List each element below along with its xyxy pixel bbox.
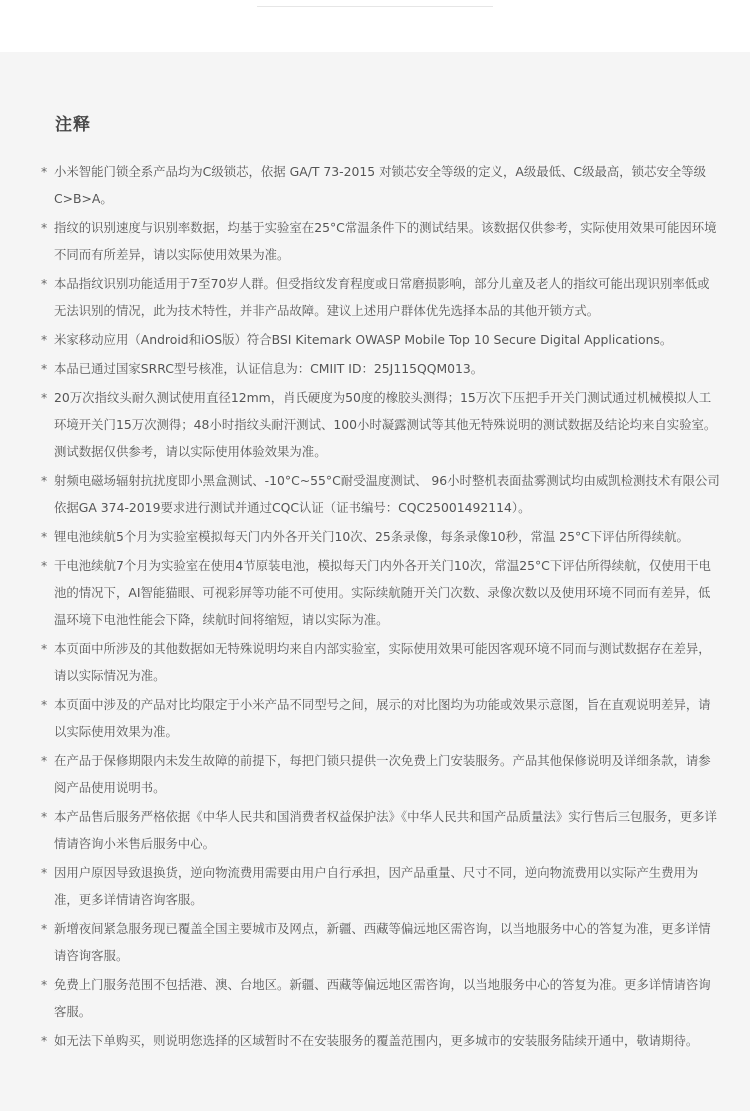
note-item <box>40 747 720 801</box>
note-text: 免费上门服务范围不包括港、澳、台地区。新疆、西藏等偏远地区需咨询，以当地服务中心的答复为准。更多详情请咨询客服。 <box>54 977 711 1019</box>
asterisk-icon: * <box>41 473 48 488</box>
note-item <box>40 915 720 969</box>
asterisk-icon: * <box>41 220 48 235</box>
note-text: 本产品售后服务严格依据《中华人民共和国消费者权益保护法》《中华人民共和国产品质量法》实行售后三包服务，更多详情请咨询小米售后服务中心。 <box>54 809 717 851</box>
note-item <box>40 384 720 465</box>
note-text: 因用户原因导致退换货，逆向物流费用需要由用户自行承担，因产品重量、尺寸不同，逆向物流费用以实际产生费用为准，更多详情请咨询客服。 <box>54 865 699 907</box>
note-text: 干电池续航7个月为实验室在使用4节原装电池，模拟每天门内外各开关门10次，常温25°C下评估所得续航，仅使用干电池的情况下，AI智能猫眼、可视彩屏等功能不可使用。实际续航随开关门次数、录像次数以及使用环境不同而有差异，低温环境下电池性能会下降，续航时间将缩短，请以实际为准。 <box>54 558 711 627</box>
note-text: 指纹的识别速度与识别率数据，均基于实验室在25°C常温条件下的测试结果。该数据仅供参考，实际使用效果可能因环境不同而有所差异，请以实际使用效果为准。 <box>54 220 717 262</box>
note-text: 如无法下单购买，则说明您选择的区域暂时不在安装服务的覆盖范围内，更多城市的安装服务陆续开通中，敬请期待。 <box>54 1033 699 1048</box>
asterisk-icon: * <box>41 390 48 405</box>
asterisk-icon: * <box>41 558 48 573</box>
note-item <box>40 635 720 689</box>
note-text: 本页面中涉及的产品对比均限定于小米产品不同型号之间，展示的对比图均为功能或效果示意图，旨在直观说明差异，请以实际使用效果为准。 <box>54 697 711 739</box>
asterisk-icon: * <box>41 697 48 712</box>
note-text: 20万次指纹头耐久测试使用直径12mm，肖氏硬度为50度的橡胶头测得；15万次下压把手开关门测试通过机械模拟人工环境开关门15万次测得；48小时指纹头耐汗测试、100小时凝露测试等其他无特殊说明的测试数据及结论均来自实验室。测试数据仅供参考，请以实际使用体验效果为准。 <box>54 390 717 459</box>
note-item <box>40 270 720 324</box>
note-item <box>40 971 720 1025</box>
notes-list <box>40 158 720 1056</box>
note-text: 在产品于保修期限内未发生故障的前提下，每把门锁只提供一次免费上门安装服务。产品其他保修说明及详细条款，请参阅产品使用说明书。 <box>54 753 711 795</box>
note-item <box>40 355 720 382</box>
note-text: 小米智能门锁全系产品均为C级锁芯，依据 GA/T 73-2015 对锁芯安全等级的定义，A级最低、C级最高，锁芯安全等级 C>B>A。 <box>54 164 706 206</box>
asterisk-icon: * <box>41 641 48 656</box>
asterisk-icon: * <box>41 921 48 936</box>
note-item <box>40 859 720 913</box>
divider <box>257 6 493 7</box>
asterisk-icon: * <box>41 529 48 544</box>
asterisk-icon: * <box>41 977 48 992</box>
asterisk-icon: * <box>41 361 48 376</box>
asterisk-icon: * <box>41 865 48 880</box>
asterisk-icon: * <box>41 332 48 347</box>
asterisk-icon: * <box>41 1033 48 1048</box>
note-text: 本品指纹识别功能适用于7至70岁人群。但受指纹发育程度或日常磨损影响，部分儿童及老人的指纹可能出现识别率低或无法识别的情况，此为技术特性，并非产品故障。建议上述用户群体优先选择本品的其他开锁方式。 <box>54 276 710 318</box>
note-text: 新增夜间紧急服务现已覆盖全国主要城市及网点，新疆、西藏等偏远地区需咨询，以当地服务中心的答复为准，更多详情请咨询客服。 <box>54 921 711 963</box>
asterisk-icon: * <box>41 753 48 768</box>
section-title: 注释 <box>55 115 91 135</box>
asterisk-icon: * <box>41 164 48 179</box>
asterisk-icon: * <box>41 809 48 824</box>
note-item <box>40 214 720 268</box>
note-item <box>40 326 720 353</box>
note-text: 米家移动应用（Android和iOS版）符合BSI Kitemark OWASP Mobile Top 10 Secure Digital Applications。 <box>54 332 673 347</box>
note-text: 本品已通过国家SRRC型号核准，认证信息为：CMIIT ID：25J115QQM013。 <box>54 361 484 376</box>
note-item <box>40 1027 720 1054</box>
note-item <box>40 158 720 212</box>
note-item <box>40 803 720 857</box>
asterisk-icon: * <box>41 276 48 291</box>
note-text: 射频电磁场辐射抗扰度即小黑盒测试、-10°C~55°C耐受温度测试、 96小时整机表面盐雾测试均由威凯检测技术有限公司依据GA 374-2019要求进行测试并通过CQC认证（证书编号：CQC25001492114）。 <box>54 473 720 515</box>
note-text: 本页面中所涉及的其他数据如无特殊说明均来自内部实验室，实际使用效果可能因客观环境不同而与测试数据存在差异，请以实际情况为准。 <box>54 641 711 683</box>
note-item <box>40 552 720 633</box>
note-item <box>40 523 720 550</box>
note-item <box>40 467 720 521</box>
note-text: 锂电池续航5个月为实验室模拟每天门内外各开关门10次、25条录像，每条录像10秒，常温 25°C下评估所得续航。 <box>54 529 689 544</box>
note-item <box>40 691 720 745</box>
top-banner <box>0 0 750 52</box>
